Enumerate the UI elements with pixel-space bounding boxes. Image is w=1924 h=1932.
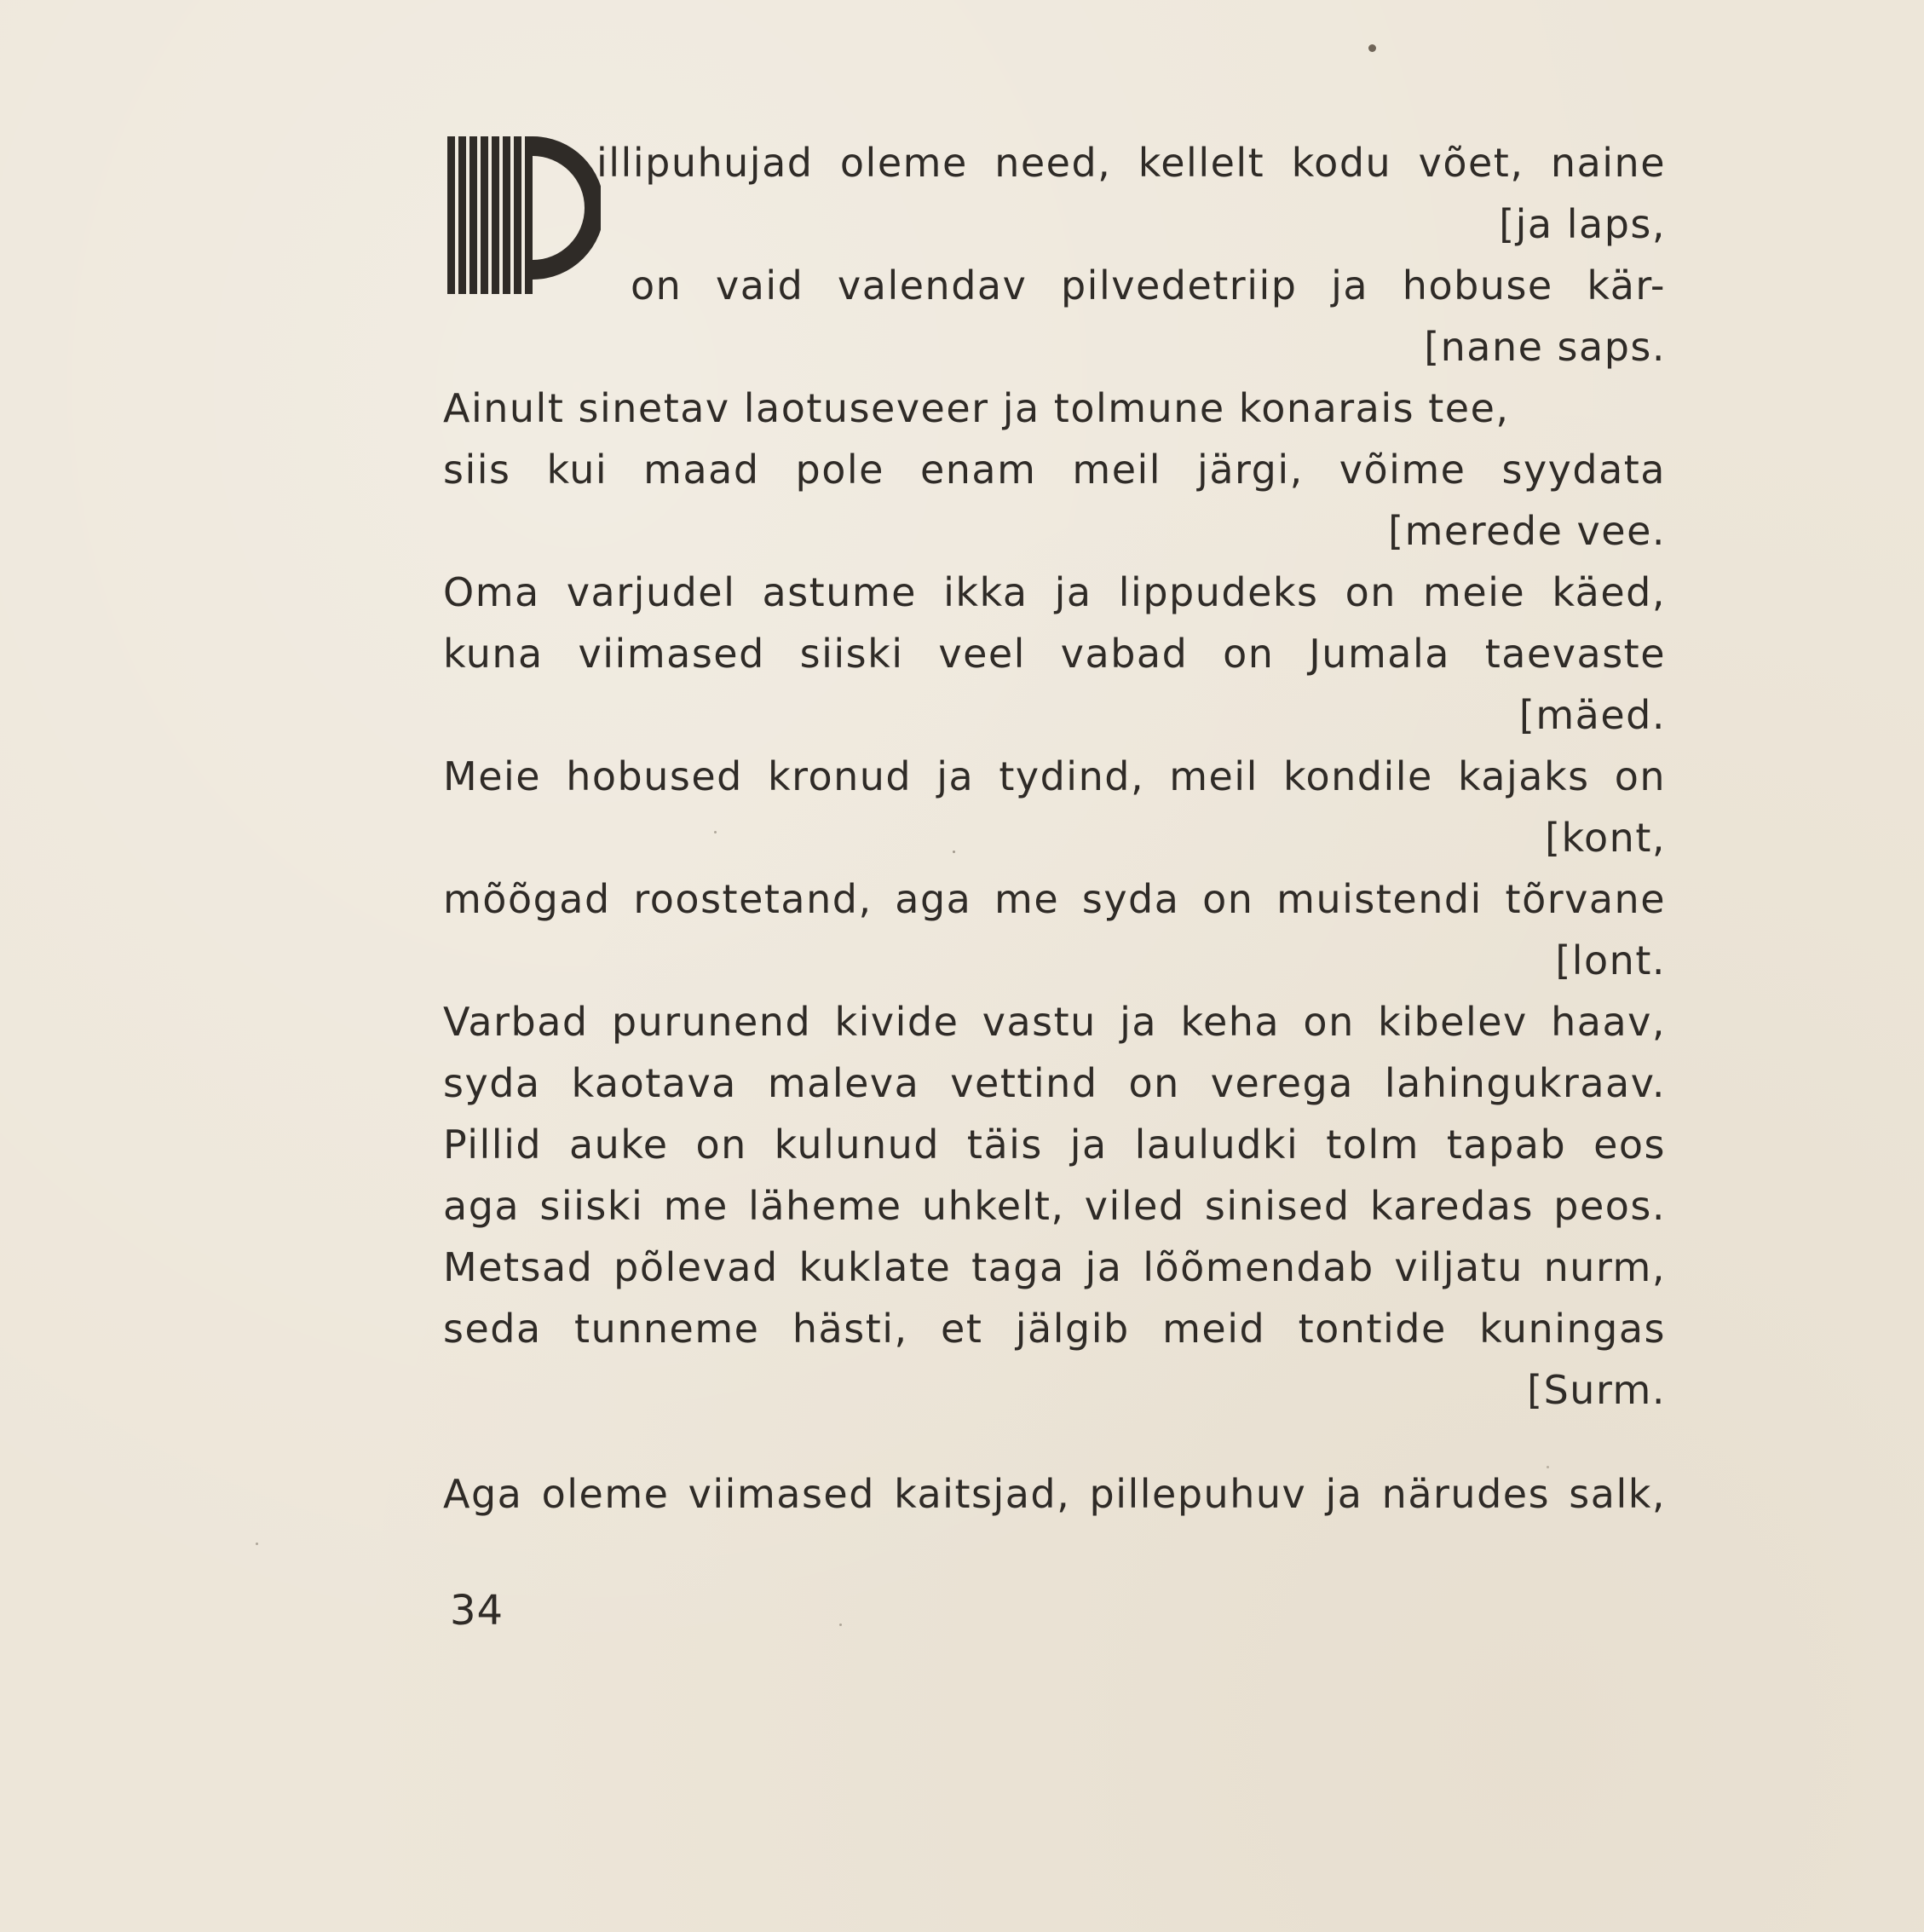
poem-line: on vaid valendav pilvedetriip ja hobuse kär- [631, 262, 1666, 309]
poem-line-continuation: [lont. [1555, 937, 1666, 983]
poem-line-continuation: [mäed. [1518, 692, 1666, 738]
ink-speck [1368, 44, 1376, 52]
stanza-gap [443, 1421, 1666, 1463]
poem-line-continuation: [kont, [1545, 815, 1666, 861]
poem-line: kuna viimased siiski veel vabad on Jumala taevaste [443, 631, 1666, 677]
poem-line-continuation: [Surm. [1527, 1367, 1666, 1413]
poem-line: Aga oleme viimased kaitsjad, pillepuhuv ja närudes salk, [443, 1471, 1666, 1517]
poem-line: illipuhujad oleme need, kellelt kodu võet, naine [596, 140, 1666, 186]
poem-line-continuation: [merede vee. [1388, 508, 1666, 554]
poem-text [443, 132, 1666, 1525]
poem-line: seda tunneme hästi, et jälgib meid tontide kuningas [443, 1306, 1666, 1352]
poem-line: syda kaotava maleva vettind on verega lahingukraav. [443, 1060, 1666, 1106]
poem-line: Pillid auke on kulunud täis ja lauludki tolm tapab eos [443, 1122, 1666, 1168]
poem-line: Meie hobused kronud ja tydind, meil kondile kajaks on [443, 753, 1666, 799]
poem-line: Varbad purunend kivide vastu ja keha on kibelev haav, [443, 999, 1666, 1045]
poem-line-continuation: [ja laps, [1499, 201, 1666, 247]
poem-line: Metsad põlevad kuklate taga ja lõõmendab viljatu nurm, [443, 1244, 1666, 1290]
poem-line: mõõgad roostetand, aga me syda on muistendi tõrvane [443, 876, 1666, 922]
poem-line: Ainult sinetav laotuseveer ja tolmune konarais tee, [443, 385, 1510, 431]
poem-line-continuation: [nane saps. [1424, 324, 1666, 370]
poem-line: aga siiski me läheme uhkelt, viled sinised karedas peos. [443, 1183, 1666, 1229]
page-number: 34 [450, 1587, 504, 1635]
ink-speck [256, 1543, 258, 1545]
ink-speck [839, 1623, 842, 1626]
poem-line: Oma varjudel astume ikka ja lippudeks on meie käed, [443, 569, 1666, 615]
poem-line: siis kui maad pole enam meil järgi, võime syydata [443, 447, 1666, 493]
